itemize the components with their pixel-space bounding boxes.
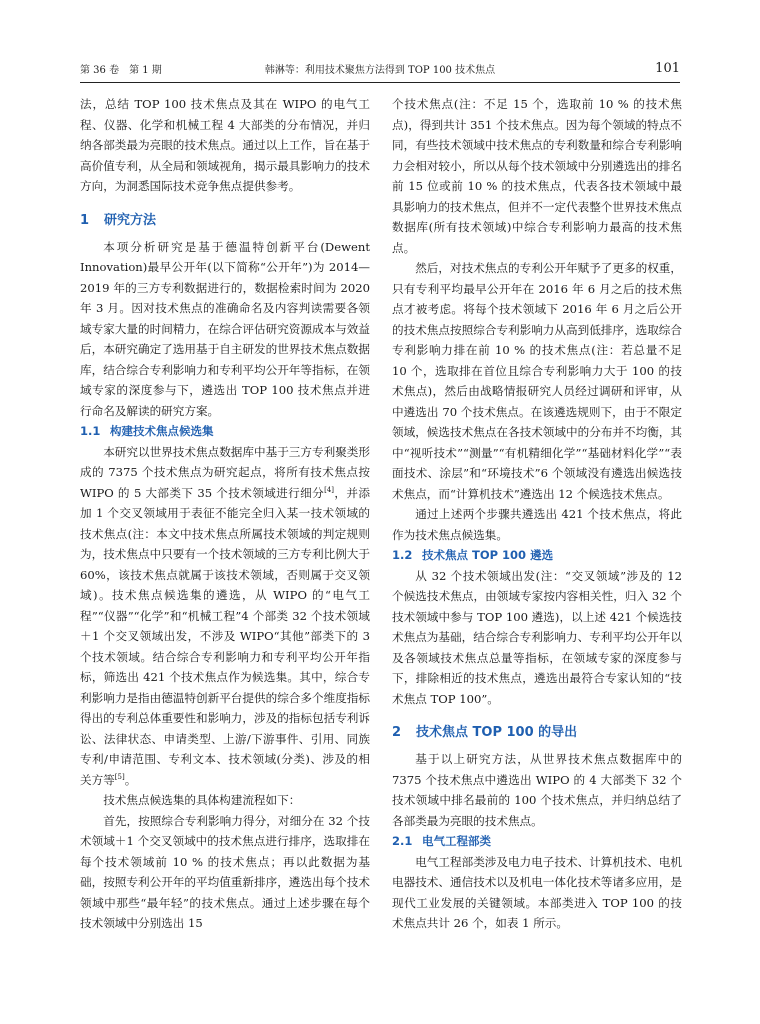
paragraph: 个技术焦点(注：不足 15 个，选取前 10 % 的技术焦点)，得到共计 351 个技术焦点。因为每个领域的特点不同，有些技术领域中技术焦点的专利数量和综合专利影响力会相对较小，所以从每个技术领域中分别遴选出的排名前 15 位或前 10 % 的技术焦点，代表各技术领域中最具影响力的技术焦点，但并不一定代表整个世界技术焦点数据库(所有技术领域)中综合专利影响力最高的技术焦点。 xyxy=(392,97,682,255)
paragraph: 首先，按照综合专利影响力得分，对细分在 32 个技术领域＋1 个交叉领域中的技术焦点进行排序，选取排在每个技术领域前 10 % 的技术焦点；再以此数据为基础，按照专利公开年的平均值重新排序，遴选出每个技术领域中那些“最年轻”的技术焦点。通过上述步骤在每个技术领域中分别选出 15 xyxy=(80,813,370,930)
paragraph: 电气工程部类涉及电力电子技术、计算机技术、电机电器技术、通信技术以及机电一体化技术等诸多应用，是现代工业发展的关键领域。本部类进入 TOP 100 的技术焦点共计 26 个，如表 1 所示。 xyxy=(392,854,682,930)
paragraph: 基于以上研究方法，从世界技术焦点数据库中的 7375 个技术焦点中遴选出 WIPO 的 4 大部类下 32 个技术领域中排名最前的 100 个技术焦点，并归纳总结了各部类最为亮眼的技术焦点。 xyxy=(392,752,682,828)
text-run: 本研究以世界技术焦点数据库中基于三方专利聚类形成的 7375 个技术焦点为研究起点，将所有技术焦点按 WIPO 的 5 大部类下 35 个技术领域进行细分 xyxy=(80,444,370,500)
paragraph xyxy=(80,442,370,791)
subsection-1-2-heading xyxy=(392,545,682,566)
subsection-number: 1.2 xyxy=(392,548,413,562)
citation: [4] xyxy=(324,485,335,494)
subsection-number: 1.1 xyxy=(80,424,101,438)
section-1-heading xyxy=(80,211,370,231)
paragraph: 从 32 个技术领域出发(注：“交叉领域”涉及的 12 个候选技术焦点，由领域专家按内容相关性，归入 32 个技术领域中参与 TOP 100 遴选)，以上述 421 个候选技术焦点为基础，结合综合专利影响力、专利平均公开年以及各领域技术焦点总量等指标，在领域专家的深度参与下，排除相近的技术焦点，遴选出最符合专家认知的“技术焦点 TOP 100”。 xyxy=(392,568,682,706)
section-2-heading xyxy=(392,723,682,743)
paragraph: 然后，对技术焦点的专利公开年赋予了更多的权重，只有专利平均最早公开年在 2016 年 6 月之后的技术焦点才被考虑。将每个技术领域下 2016 年 6 月之后公开的技术焦点按照综合专利影响力从高到低排序，选取综合专利影响力排在前 10 % 的技术焦点(注：若总量不足 10 个，选取排在首位且综合专利影响力大于 100 的技术焦点)，然后由战略情报研究人员经过调研和评审，从中遴选出 70 个技术焦点。在该遴选规则下，由于不限定领域，候选技术焦点在各技术领域中的分布并不均衡，其中“视听技术”“测量”“有机精细化学”“基础材料化学”“表面技术、涂层”和“环境技术”6 个领域没有遴选出候选技术焦点，而“计算机技术”遴选出 12 个候选技术焦点。 xyxy=(392,261,682,501)
text-run: ，并添加 1 个交叉领域用于表征不能完全归入某一技术领域的技术焦点(注：本文中技术焦点所属技术领域的判定规则为，技术焦点中只要有一个技术领域的三方专利比例大于 60%，该技术焦点就属于该技术领域，否则属于交叉领域)。技术焦点候选集的遴选，从 WIPO 的“电气工程”“仪器”“化学”和“机械工程”4 个部类 32 个技术领域＋1 个交叉领域出发，不涉及 WIPO“其他”部类下的 3 个技术领域。结合综合专利影响力和专利平均公开年指标，筛选出 421 个技术焦点作为候选集。其中，综合专利影响力是指由德温特创新平台提供的综合多个维度指标得出的专利总体重要性和影响力，涉及的指标包括专利诉讼、法律状态、申请类型、上游/下游事件、引用、同族专利/申请范围、专利文本、技术领域(分类)、涉及的相关方等 xyxy=(80,485,370,787)
running-title: 韩淋等：利用技术聚焦方法得到 TOP 100 技术焦点 xyxy=(264,65,496,76)
journal-volume: 第 36 卷 第 1 期 xyxy=(80,65,162,76)
section-number: 1 xyxy=(80,212,90,228)
paragraph: 技术焦点候选集的具体构建流程如下： xyxy=(103,793,301,807)
section-title: 技术焦点 TOP 100 的导出 xyxy=(416,725,578,740)
right-column xyxy=(392,94,682,934)
section-title: 研究方法 xyxy=(104,212,157,228)
subsection-title: 技术焦点 TOP 100 遴选 xyxy=(422,548,554,562)
paragraph: 本项分析研究是基于德温特创新平台(Dewent Innovation)最早公开年(以下简称“公开年”)为 2014—2019 年的三方专利数据进行的，数据检索时间为 2020 年 3 月。因对技术焦点的准确命名及内容判读需要各领域专家大量的时间精力，在综合评估研究资源成本与效益后，本研究确定了选用基于自主研发的世界技术焦点数据库，结合综合专利影响力和专利平均公开年等指标，在领域专家的深度参与下，遴选出 TOP 100 技术焦点并进行命名及解读的研究方案。 xyxy=(80,239,370,418)
text-run: 。 xyxy=(124,772,137,787)
left-column xyxy=(80,94,370,934)
subsection-1-1-heading xyxy=(80,421,370,442)
intro-paragraph-tail: 法，总结 TOP 100 技术焦点及其在 WIPO 的电气工程、仪器、化学和机械工程 4 大部类的分布情况，并归纳各部类最为亮眼的技术焦点。通过以上工作，旨在基于高价值专利，从全局和领域视角，揭示最具影响力的技术方向，为洞悉国际技术竞争焦点提供参考。 xyxy=(80,97,370,193)
subsection-2-1-heading xyxy=(392,831,682,852)
subsection-number: 2.1 xyxy=(392,834,413,848)
paragraph: 通过上述两个步骤共遴选出 421 个技术焦点，将此作为技术焦点候选集。 xyxy=(392,507,682,542)
citation: [5] xyxy=(114,772,125,781)
running-header xyxy=(80,60,680,83)
section-number: 2 xyxy=(392,725,402,740)
subsection-title: 电气工程部类 xyxy=(422,834,491,848)
subsection-title: 构建技术焦点候选集 xyxy=(110,424,214,438)
page-number: 101 xyxy=(655,61,680,76)
